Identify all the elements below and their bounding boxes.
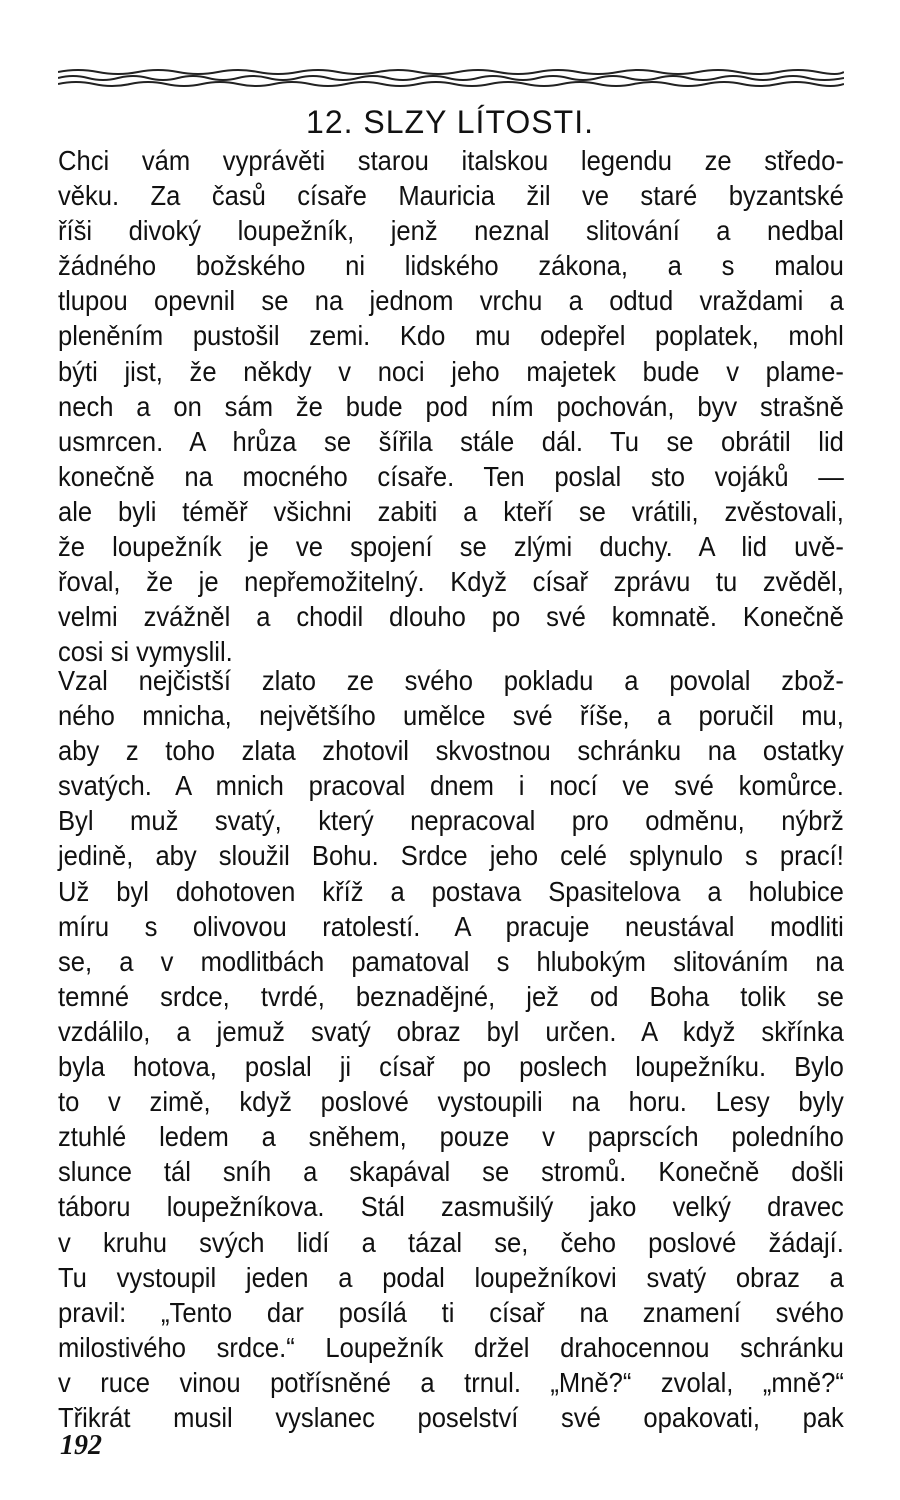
text-line: to v zimě, když poslové vystoupili na horu. Lesy byly	[58, 1086, 844, 1118]
text-line: ztuhlé ledem a sněhem, pouze v paprscích poledního	[58, 1121, 844, 1153]
text-line: věku. Za časů císaře Mauricia žil ve staré byzantské	[58, 180, 844, 212]
text-line: řoval, že je nepřemožitelný. Když císař zprávu tu zvěděl,	[58, 566, 844, 598]
text-line: Byl muž svatý, který nepracoval pro odměnu, nýbrž	[58, 805, 844, 837]
text-line: konečně na mocného císaře. Ten poslal sto vojáků —	[58, 460, 844, 492]
paragraph-2	[58, 663, 844, 1435]
text-line: Chci vám vyprávěti starou italskou legendu ze středo-	[58, 145, 844, 176]
text-line: že loupežník je ve spojení se zlými duchy. A lid uvě-	[58, 531, 844, 563]
text-line: cosi si vymyslil.	[58, 636, 233, 668]
chapter-title: 12. SLZY LÍTOSTI.	[306, 104, 594, 140]
text-line: usmrcen. A hrůza se šířila stále dál. Tu se obrátil lid	[58, 425, 844, 457]
text-line: jedině, aby sloužil Bohu. Srdce jeho celé splynulo s prací!	[58, 840, 844, 872]
decorative-rule	[58, 66, 844, 92]
text-line: v ruce vinou potřísněné a trnul. „Mně?“ zvolal, „mně?“	[58, 1366, 844, 1398]
text-line: byla hotova, poslal ji císař po poslech loupežníku. Bylo	[58, 1051, 844, 1083]
text-line: pleněním pustošil zemi. Kdo mu odepřel poplatek, mohl	[58, 320, 844, 352]
text-line: býti jist, že někdy v noci jeho majetek bude v plame-	[58, 355, 844, 387]
page-number: 192	[60, 1430, 102, 1461]
text-line: táboru loupežníkova. Stál zasmušilý jako velký dravec	[58, 1191, 844, 1223]
text-line: Třikrát musil vyslanec poselství své opakovati, pak	[58, 1401, 844, 1433]
paragraph-1	[58, 143, 844, 669]
text-line: ného mnicha, největšího umělce své říše, a poručil mu,	[58, 700, 844, 732]
text-line: se, a v modlitbách pamatoval s hlubokým slitováním na	[58, 945, 844, 977]
text-line: míru s olivovou ratolestí. A pracuje neustával modliti	[58, 910, 844, 942]
text-line: milostivého srdce.“ Loupežník držel drahocennou schránku	[58, 1331, 844, 1363]
text-line: říši divoký loupežník, jenž neznal slitování a nedbal	[58, 215, 844, 247]
text-line: aby z toho zlata zhotovil skvostnou schránku na ostatky	[58, 735, 844, 767]
text-line: tlupou opevnil se na jednom vrchu a odtud vraždami a	[58, 285, 844, 317]
text-line: temné srdce, tvrdé, beznadějné, jež od Boha tolik se	[58, 980, 844, 1012]
text-line: velmi zvážněl a chodil dlouho po své komnatě. Konečně	[58, 601, 844, 633]
text-line: v kruhu svých lidí a tázal se, čeho poslové žádají.	[58, 1226, 844, 1258]
text-line: vzdálilo, a jemuž svatý obraz byl určen. A když skřínka	[58, 1015, 844, 1047]
text-line: Už byl dohotoven kříž a postava Spasitelova a holubice	[58, 875, 844, 907]
text-line: pravil: „Tento dar posílá ti císař na znamení svého	[58, 1296, 844, 1328]
text-line: ale byli téměř všichni zabiti a kteří se vrátili, zvěstovali,	[58, 495, 844, 527]
text-line: žádného božského ni lidského zákona, a s malou	[58, 250, 844, 282]
text-line: slunce tál sníh a skapával se stromů. Konečně došli	[58, 1156, 844, 1188]
text-line: nech a on sám že bude pod ním pochován, byv strašně	[58, 390, 844, 422]
text-line: svatých. A mnich pracoval dnem i nocí ve své komůrce.	[58, 770, 844, 802]
text-line: Vzal nejčistší zlato ze svého pokladu a povolal zbož-	[58, 665, 844, 696]
text-line: Tu vystoupil jeden a podal loupežníkovi svatý obraz a	[58, 1261, 844, 1293]
